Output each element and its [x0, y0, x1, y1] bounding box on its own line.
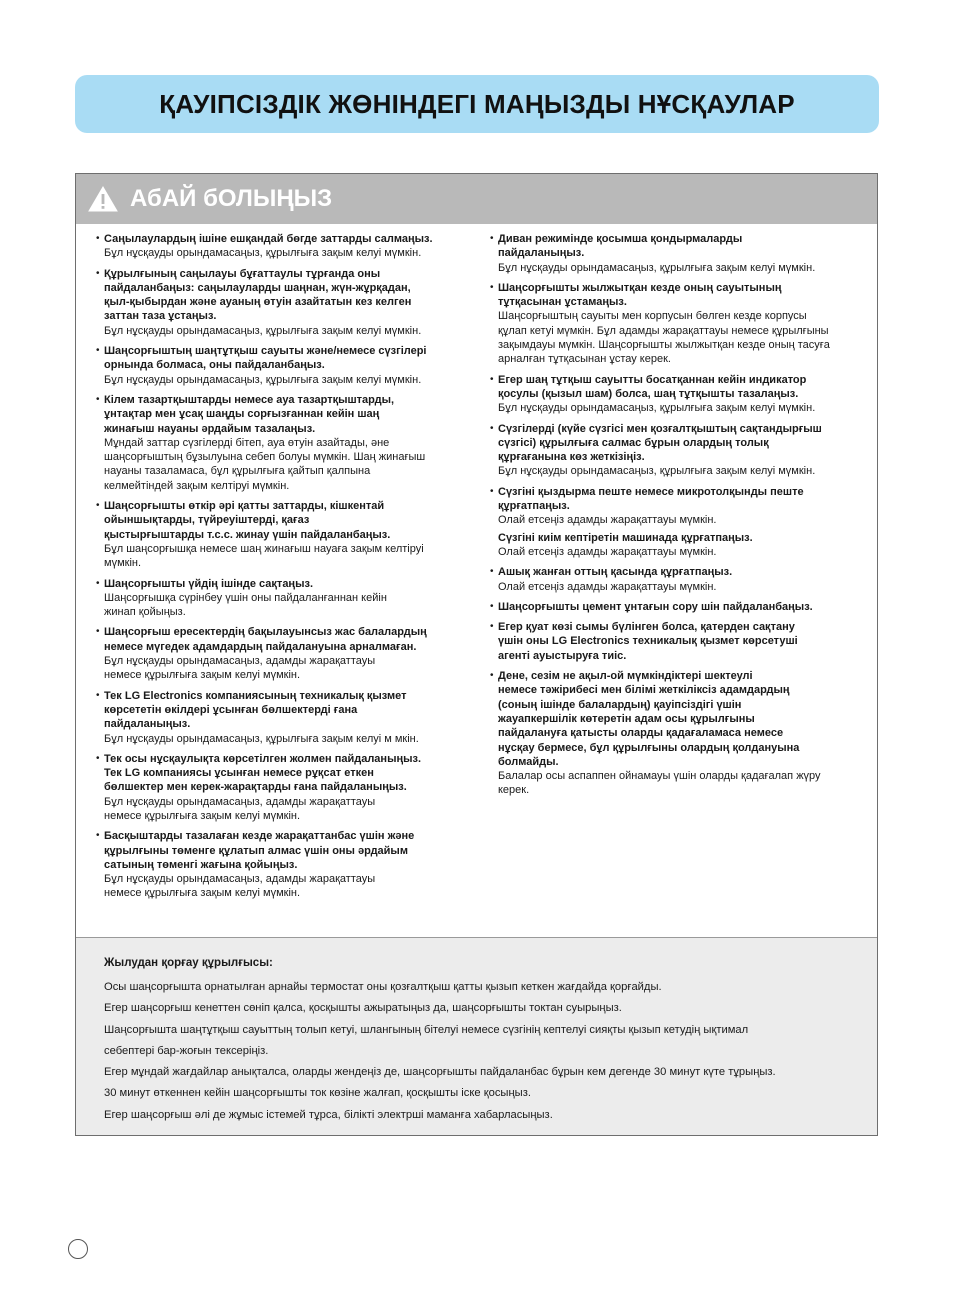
- safety-item-heading: • Шаңсорғыш ересектердің бақылауынсыз жас балалардың немесе мүгедек адамдардың пайдалануына арналмаған.: [104, 626, 427, 653]
- safety-item-heading: • Дене, сезім не ақыл-ой мүмкіндіктері шектеулі немесе тәжірибесі мен білімі жеткіліксіз адамдардың (соның ішінде балалардың) қауіпсіздігі үшін жауапкершілік көтеретін адам осы құрылғыны пайдалануға қатысты оларды қадағаламаса немесе нұсқау бермесе, бұл құрылғыны олардың қолдануына болмайды.: [498, 670, 800, 768]
- thermal-line: Осы шаңсорғышта орнатылған арнайы термостат оны қозғалтқыш қатты қызып кеткен жағдайда қорғайды.: [104, 981, 662, 993]
- page-title: ҚАУІПСІЗДІК ЖӨНІНДЕГІ МАҢЫЗДЫ НҰСҚАУЛАР: [159, 88, 795, 119]
- thermal-lines: [104, 977, 859, 1126]
- thermal-line: Егер шаңсорғыш әлі де жұмыс істемей тұрса, білікті электрші маманға хабарласыңыз.: [104, 1108, 553, 1121]
- safety-item-heading: • Ашық жанған оттың қасында құрғатпаңыз.: [498, 566, 733, 579]
- safety-item-body: Бұл нұсқауды орындамасаңыз, құрылғыға зақым келуі мүмкін.: [498, 465, 816, 478]
- safety-item: [96, 344, 476, 387]
- safety-item-heading: • Диван режимінде қосымша қондырмаларды пайдаланыңыз.: [498, 233, 743, 260]
- safety-item-body: Бұл нұсқауды орындамасаңыз, адамды жарақаттауы немесе құрылғыға зақым келуі мүмкін.: [104, 795, 376, 822]
- safety-item-body: Бұл нұсқауды орындамасаңыз, құрылғыға зақым келуі мүмкін.: [104, 373, 422, 386]
- safety-item-body: Бұл шаңсорғышқа немесе шаң жинағыш науаға зақым келтіруі мүмкін.: [104, 542, 424, 570]
- caution-title: АбАЙ бОЛЫҢЫЗ: [130, 185, 333, 212]
- safety-item-heading: • Сүзгілерді (күйе сүзгісі мен қозғалтқыштың сақтандырғыш сүзгісі) құрылғыға салмас бұрын олардың толық құрғағанына көз жеткізіңіз.: [498, 422, 822, 464]
- safety-item-body: Шаңсорғышқа сүрінбеу үшін оны пайдаланғаннан кейін жинап қойыңыз.: [104, 591, 387, 619]
- safety-item-body: Олай етсеңіз адамды жарақаттауы мүмкін.: [498, 580, 717, 593]
- safety-item: [490, 373, 874, 416]
- safety-item-body: Бұл нұсқауды орындамасаңыз, құрылғыға зақым келуі мүмкін.: [104, 324, 422, 337]
- caution-header: [76, 174, 877, 224]
- safety-item-body: Бұл нұсқауды орындамасаңыз, құрылғыға зақым келуі мүмкін.: [498, 402, 816, 415]
- safety-item: [96, 625, 476, 682]
- safety-item-heading: • Шаңсорғыштың шаңтұтқыш сауыты және/немесе сүзгілері орнында болмаса, оны пайдаланбаңыз.: [104, 345, 427, 372]
- safety-item-subbody: Олай етсеңіз адамды жарақаттауы мүмкін.: [498, 545, 717, 558]
- safety-item-body: Шаңсорғыштың сауыты мен корпусын бөлген кезде корпусы құлап кетуі мүмкін. Бұл адамды жарақаттауы немесе құрылғыны зақымдауы мүмкін. Шаңсорғышты жылжытқан кезде оның тасуға арналған тұтқасынан ұстау керек.: [498, 310, 830, 366]
- safety-item-body: Бұл нұсқауды орындамасаңыз, адамды жарақаттауы немесе құрылғыға зақым келуі мүмкін.: [104, 655, 376, 682]
- safety-item: [490, 565, 874, 594]
- safety-item-heading: • Саңылаулардың ішіне ешқандай бөгде заттарды салмаңыз.: [104, 233, 433, 245]
- safety-item-heading: • Басқыштарды тазалаған кезде жарақаттанбас үшін және құрылғыны төменге құлатып алмас үшін оны әрдайым сатының төменгі жағына қойыңыз.: [104, 830, 415, 871]
- safety-item: [96, 232, 476, 261]
- safety-item-heading: • Егер қуат көзі сымы бүлінген болса, қатерден сақтану үшін оны LG Electronics техникалық қызмет көрсетуші агенті ауыстыруға тиіс.: [498, 621, 798, 662]
- caution-frame: [75, 173, 878, 1136]
- safety-item-heading: • Сүзгіні қыздырма пеште немесе микротолқынды пеште құрғатпаңыз.: [498, 485, 804, 513]
- left-column: [96, 232, 476, 907]
- safety-item: [96, 689, 476, 746]
- safety-item-heading: • Құрылғының саңылауы бұғаттаулы тұрғанда оны пайдаланбаңыз: саңылауларды шаңнан, жүн-жұрқадан, қыл-қыбырдан және ауаның өтуін азайтатын кез келген заттан таза ұстаңыз.: [104, 267, 412, 323]
- thermal-line: Егер мұндай жағдайлар анықталса, оларды жендеңіз де, шаңсорғышты пайдаланбас бұрын кем дегенде 30 минут күте тұрыңыз.: [104, 1066, 776, 1079]
- safety-item-body: Бұл нұсқауды орындамасаңыз, адамды жарақаттауы немесе құрылғыға зақым келуі мүмкін.: [104, 873, 376, 900]
- safety-item-body: Олай етсеңіз адамды жарақаттауы мүмкін.: [498, 514, 717, 527]
- thermal-line: Егер шаңсорғыш кенеттен сөніп қалса, қосқышты ажыратыңыз да, шаңсорғышты токтан суырыңыз.: [104, 1002, 622, 1015]
- safety-item-heading: • Шаңсорғышты цемент ұнтағын сору шін пайдаланбаңыз.: [498, 600, 813, 613]
- safety-item-body: Бұл нұсқауды орындамасаңыз, құрылғыға зақым келуі м мкін.: [104, 732, 419, 745]
- safety-item: [490, 600, 874, 614]
- safety-item: [96, 267, 476, 338]
- thermal-line: 30 минут өткеннен кейін шаңсорғышты ток көзіне жалғап, қосқышты іске қосыңыз.: [104, 1087, 531, 1100]
- safety-item-body: Бұл нұсқауды орындамасаңыз, құрылғыға зақым келуі мүмкін.: [498, 261, 816, 274]
- safety-item-body: Балалар осы аспаппен ойнамауы үшін оларды қадағалап жүру керек.: [498, 770, 821, 797]
- safety-item-body: Мұндай заттар сүзгілерді бітеп, ауа өтуін азайтады, әне шаңсорғыштың бұзылуына себеп болуы мүмкін. Шаң жинағыш науаны тазаламаса, бұл құрылғыға қайтып қалпына келмейтіндей зақым келтіруі мүмкін.: [104, 436, 426, 492]
- thermal-title: Жылудан қорғау құрылғысы:: [104, 957, 273, 969]
- safety-item-heading: • Кілем тазартқыштарды немесе ауа тазартқыштарды, ұнтақтар мен ұсақ шаңды сорғызғаннан кейін шаң жинағыш науаны әрдайым тазалаңыз.: [104, 393, 395, 435]
- thermal-line: себептері бар-жоғын тексеріңіз.: [104, 1044, 269, 1057]
- safety-item: [490, 485, 874, 559]
- safety-item: [96, 752, 476, 823]
- safety-item-heading: • Шаңсорғышты өткір әрі қатты заттарды, кішкентай ойыншықтарды, түйреуіштерді, қағаз қыстырғыштарды т.с.с. жинау үшін пайдаланбаңыз.: [104, 500, 391, 541]
- safety-item-body: Бұл нұсқауды орындамасаңыз, құрылғыға зақым келуі мүмкін.: [104, 247, 422, 260]
- warning-triangle-icon: [88, 186, 118, 212]
- safety-item-heading: • Тек LG Electronics компаниясының техникалық қызмет көрсететін өкілдері ұсынған бөлшектерді ғана пайдаланыңыз.: [104, 689, 407, 731]
- thermal-line: Шаңсорғышта шаңтұтқыш сауыттың толып кетуі, шлангының бітелуі немесе сүзгінің кептелуі сияқты қызып кетудің ықтимал: [104, 1023, 749, 1036]
- safety-item: [490, 281, 874, 367]
- safety-item: [490, 232, 874, 275]
- page-number-circle: [68, 1239, 88, 1259]
- safety-item: [96, 393, 476, 493]
- title-banner: [75, 75, 879, 133]
- safety-item-heading: • Шаңсорғышты жылжытқан кезде оның сауытының тұтқасынан ұстамаңыз.: [498, 281, 782, 309]
- safety-item-heading: • Шаңсорғышты үйдің ішінде сақтаңыз.: [104, 577, 313, 590]
- safety-item: [96, 829, 476, 900]
- safety-item-heading: • Тек осы нұсқаулықта көрсетілген жолмен пайдаланыңыз. Тек LG компаниясы ұсынған немесе рұқсат еткен бөлшектер мен керек-жарақтарды ғана пайдаланыңыз.: [104, 752, 422, 794]
- safety-item: [490, 669, 874, 798]
- safety-item: [96, 499, 476, 570]
- safety-item-subheading: Сүзгіні киім кептіретін машинада құрғатпаңыз.: [498, 531, 753, 544]
- safety-item: [96, 577, 476, 620]
- thermal-protection-box: [76, 937, 877, 1135]
- safety-item: [490, 620, 874, 663]
- safety-item: [490, 422, 874, 479]
- right-column: [490, 232, 874, 804]
- safety-item-heading: • Егер шаң тұтқыш сауытты босатқаннан кейін индикатор қосулы (қызыл шам) болса, шаң тұтқышты тазалаңыз.: [498, 373, 807, 400]
